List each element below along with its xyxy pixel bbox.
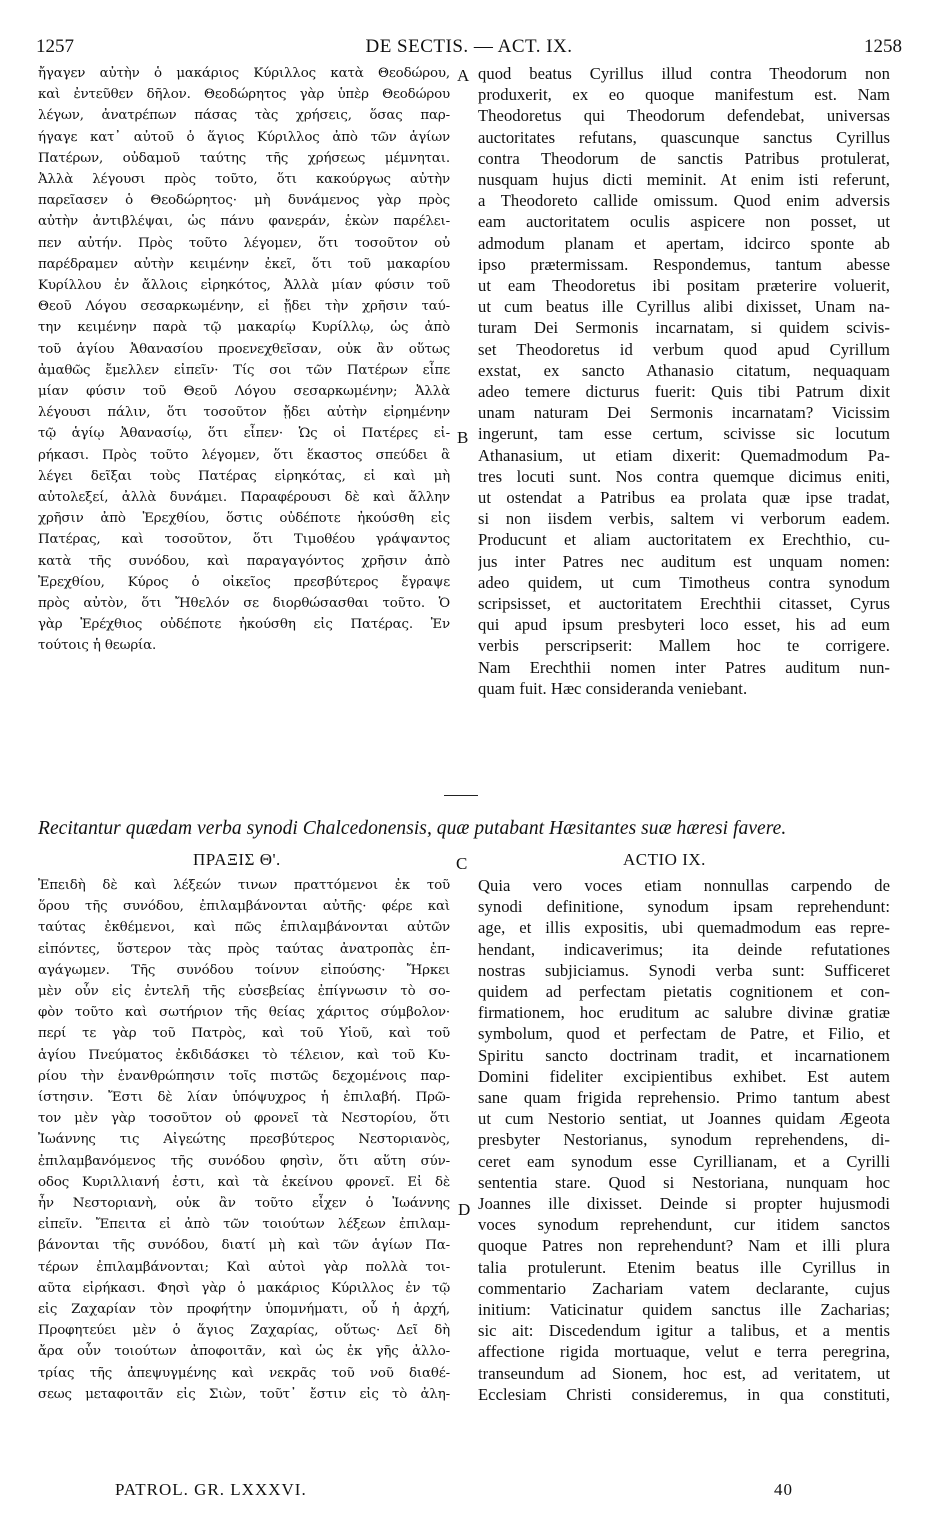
text-line: Θεοῦ Λόγου σεσαρκωμένην, εἰ ᾔδει τὴν χρῆσιν ταύ- — [38, 299, 450, 315]
text-line: Joannes ille dixisset. Deinde si propter hujusmodi — [478, 1194, 890, 1214]
text-line: talia protulerunt. Etenim beatus ille Cyrillus in — [478, 1257, 890, 1277]
text-line: hendant, indicaverimus; ita deinde refutationes — [478, 939, 890, 959]
text-line: Ἐρεχθίου, Κύρος ὁ οἰκεῖος πρεσβύτερος ἔγραψε — [38, 574, 450, 590]
text-line: βάνονται τῆς συνόδου, διατί μὴ καὶ τῶν ἁγίων Πα- — [38, 1238, 450, 1254]
text-line: Ecclesiam Christi consideremus, in qua constituti, — [478, 1384, 890, 1404]
text-line: ρίου τὴν ἐνανθρώπησιν τοῖς πιστῶς δεχομένοις παρ- — [38, 1068, 450, 1084]
text-line: ingerunt, tam esse certum, scivisse sic locutum — [478, 424, 890, 444]
text-line: Πατέρας, καὶ τοσοῦτον, ὅτι Τιμοθέου γράψαντος — [38, 532, 450, 548]
text-line: Athanasium, ut etiam dixerit: Quemadmodum Pa- — [478, 445, 890, 465]
text-line: set Theodoretus id verbum quod apud Cyrillum — [478, 339, 890, 359]
text-line: την κειμένην παρὰ τῷ μακαρίῳ Κυρίλλῳ, ὡς ἀπὸ — [38, 320, 450, 336]
text-line: χρῆσιν ἀπὸ Ἐρεχθίου, ὅστις οὐδέποτε ἠκούσθη εἰς — [38, 511, 450, 527]
text-line: εἰς Ζαχαρίαν τὸν προφήτην ὑπομνήματι, οὗ ἡ ἀρχή, — [38, 1302, 450, 1318]
text-line: Ἀλλὰ λέγουσι πρὸς τοῦτο, ὅτι κακούργως αὐτὴν — [38, 172, 450, 188]
text-line: nusquam hujus dicti meminit. At enim isti referunt, — [478, 170, 890, 190]
text-line: Theodoretus qui Theodorum defendebat, universas — [478, 106, 890, 126]
text-line: firmationem, hoc eruditum ac salubre divinæ gratiæ — [478, 1003, 890, 1023]
text-line: αὐτολεξεί, ἀλλὰ δυνάμει. Παραφέρουσι δὲ καὶ ἄλλην — [38, 490, 450, 506]
text-line: Producunt et aliam auctoritatem ex Erechthio, cu- — [478, 530, 890, 550]
text-line: adeo temere dicturus fuerit: Quis tibi Patrum dixit — [478, 382, 890, 402]
section-title-part-1: Recitantur quædam verba synodi Chalcedonensis, — [38, 818, 437, 839]
text-line: ut ostendat a Patribus ea prolata quæ ipse tradat, — [478, 488, 890, 508]
text-line: κατὰ τῆς συνόδου, καὶ παραγαγόντος χρῆσιν ἀπὸ — [38, 553, 450, 569]
text-line: produxerit, ex eo quoque manifestum est. Nam — [478, 85, 890, 105]
page-number-right: 1258 — [864, 36, 902, 57]
text-line: symbolum, quod et perfectam de Patre, et Filio, et — [478, 1024, 890, 1044]
text-line: transeundum ad Sionem, hoc est, ad veritatem, ut — [478, 1363, 890, 1383]
latin-column-bottom — [478, 875, 890, 1405]
text-line: affectione rigida mortuaque, velut e terra peregrina, — [478, 1342, 890, 1362]
text-line: verbis perscripserit: Mallem hoc te corrigere. — [478, 636, 890, 656]
margin-marker-a: A — [457, 66, 470, 85]
section-title — [38, 818, 890, 840]
text-line: qui apud ipsum presbyteri loco esset, his ad eum — [478, 615, 890, 635]
text-line: τοῦ ἁγίου Ἀθανασίου προενεχθεῖσαν, οὐκ ἂν οὕτως — [38, 341, 450, 357]
text-line: turam Dei Sermonis incarnatam, si quidem scivis- — [478, 318, 890, 338]
text-line: age, et illis expositis, ubi quemadmodum eas repre- — [478, 918, 890, 938]
text-line: jus inter Patres nec auditum est unquam nomen: — [478, 551, 890, 571]
text-line: πρὸς αὐτὸν, ὅτι Ἤθελόν σε διορθώσασθαι τοῦτο. Ὁ — [38, 596, 450, 612]
text-line: αῦτα εἰρήκασι. Φησὶ γὰρ ὁ μακάριος Κύριλλος ἐν τῷ — [38, 1280, 450, 1296]
running-title: DE SECTIS. — ACT. IX. — [365, 36, 573, 57]
text-line: Nam Erechthii nomen inter Patres auditum nun- — [478, 657, 890, 677]
text-line: οδος Κυριλλιανή ἐστι, καὶ τὰ ἐκείνου φρονεῖ. Εἰ δὲ — [38, 1174, 450, 1190]
text-line: tres locuti sunt. Nos contra quemque dicimus eniti, — [478, 466, 890, 486]
greek-column-bottom — [38, 875, 450, 1405]
greek-section-heading: ΠΡΑΞΙΣ Θ'. — [193, 850, 281, 869]
text-line: adeo quidem, ut cum Timotheus contra synodum — [478, 572, 890, 592]
text-line: scripsisset, et auctoritatem Erechthii citasset, Cyrus — [478, 594, 890, 614]
text-line: πεν αὐτήν. Πρὸς τοῦτο λέγομεν, ὅτι τοσοῦτον οὐ — [38, 235, 450, 251]
text-line: ταύτας ἐκθέμενοι, καὶ πῶς ἐπιλαμβάνονται αὐτῶν — [38, 920, 450, 936]
running-header — [36, 36, 902, 60]
text-line: παρέδραμεν αὐτὴν κειμένην ἐκεῖ, ὅτι τοῦ μακαρίου — [38, 256, 450, 272]
text-line: τον μὲν γὰρ τοσοῦτον οὐ φρονεῖ τὰ Νεστορίου, ὅτι — [38, 1111, 450, 1127]
text-line: τέρων ἐπιλαμβάνονται; Καὶ αὐτοὶ γὰρ πολλὰ τοι- — [38, 1259, 450, 1275]
text-line: quod beatus Cyrillus illud contra Theodorum non — [478, 64, 890, 83]
margin-marker-b: B — [457, 428, 469, 447]
margin-marker-d: D — [458, 1200, 471, 1219]
text-line: si non iisdem verbis, saltem vi verborum eadem. — [478, 509, 890, 529]
text-line: a Theodoreto callide omissum. Quod enim adversis — [478, 191, 890, 211]
text-line: ἄρα οὖν τοιούτων ἀποφοιτᾶν, καὶ ὡς ἐκ γῆς ἀλλο- — [38, 1344, 450, 1360]
text-line: quoque Patres non reprehendunt? Nam et illi plura — [478, 1236, 890, 1256]
greek-column-top — [38, 63, 450, 657]
text-line: γὰρ Ἐρέχθιος οὐδέποτε ἠκούσθη εἰς Πατέρας. Ἐν — [38, 617, 450, 633]
text-line: ὅρου τῆς συνόδου, ἐπιλαμβάνονται αὐτῆς· φέρε καὶ — [38, 899, 450, 915]
text-line: quam fuit. Hæc consideranda veniebant. — [478, 678, 748, 698]
text-line: αὐτὴν ἀντιβλέψαι, ὡς πάνυ φανεράν, ἑκὼν παρέλει- — [38, 214, 450, 230]
text-line: Ἰωάννης τις Αἰγεώτης πρεσβύτερος Νεστοριανὸς, — [38, 1132, 450, 1148]
text-line: voces synodum reprehendunt, cur itidem sanctos — [478, 1215, 890, 1235]
section-title-part-2: quæ putabant Hæsitantes suæ hæresi favere. — [436, 818, 787, 839]
text-line: λέγουσι πάλιν, ὅτι τοσοῦτον ᾔδει αὐτὴν εἰρημένην — [38, 405, 450, 421]
text-line: quidem ad perfectam pietatis cognitionem et con- — [478, 982, 890, 1002]
page-number-left: 1257 — [36, 36, 74, 57]
text-line: Quia vero voces etiam nonnullas carpendo de — [478, 876, 890, 895]
text-line: τρίας τῆς ἀπεψυγμένης καὶ νεκρᾶς τοῦ νοῦ διαθέ- — [38, 1365, 450, 1381]
text-line: ipso prætermissam. Respondemus, tantum abesse — [478, 254, 890, 274]
text-line: sane quam frigida reprehensio. Primo tantum abest — [478, 1088, 890, 1108]
text-line: αγάγωμεν. Τῆς συνόδου τοίνυν εἰπούσης· Ἤρκει — [38, 962, 450, 978]
text-line: καὶ ἐντεῦθεν δῆλον. Θεοδώρητος γὰρ ὑπὲρ Θεοδώρου — [38, 87, 450, 103]
text-line: exstat, ex sancto Athanasio citatum, nequaquam — [478, 360, 890, 380]
text-line: ίστησιν. Ἔστι δὲ λίαν ὑπόψυχρος ἡ ἐπιλαβή. Πρῶ- — [38, 1090, 450, 1106]
text-line: ἤγαγεν αὐτὴν ὁ μακάριος Κύριλλος κατὰ Θεοδώρου, — [38, 66, 450, 81]
text-line: ἁγίου Πνεύματος ἐκδιδάσκει τὸ τέλειον, καὶ τοῦ Κυ- — [38, 1047, 450, 1063]
text-line: Ἐπειδὴ δὲ καὶ λέξεών τινων πραττόμενοι ἐκ τοῦ — [38, 878, 450, 893]
text-line: ut cum Nestorio sentiat, ut Joannes quidam Ægeota — [478, 1109, 890, 1129]
text-line: admodum planam et apertam, idcirco sponte ab — [478, 233, 890, 253]
latin-section-heading: ACTIO IX. — [623, 850, 706, 869]
text-line: ut eam Theodoretus ibi positam præterire voluerit, — [478, 276, 890, 296]
text-line: λέγει δεῖξαι τοὺς Πατέρας εἰρηκότας, εἰ καὶ μὴ — [38, 468, 450, 484]
text-line: περί τε γὰρ τοῦ Πατρὸς, καὶ τοῦ Υἱοῦ, καὶ τοῦ — [38, 1026, 450, 1042]
text-line: ἀμαθῶς ἔμελλεν εἰπεῖν· Τίς σοι τῶν Πατέρων εἶπε — [38, 362, 450, 378]
text-line: initium: Vaticinatur quidem sanctus ille Zacharias; — [478, 1300, 890, 1320]
text-line: Πατέρων, οὐδαμοῦ ταύτης τῆς χρήσεως μέμνηται. — [38, 150, 450, 166]
text-line: Προφητεύει μὲν ὁ ἅγιος Ζαχαρίας, οὕτως· Δεῖ δὴ — [38, 1323, 450, 1339]
text-line: Spiritu sancto doctrinam tradit, et incarnationem — [478, 1045, 890, 1065]
footer-signature: 40 — [774, 1480, 793, 1499]
text-line: σεως μεταφοιτᾶν εἰς Σιὼν, τοῦτ᾽ ἔστιν εἰς τὸ ἀλη- — [38, 1386, 450, 1402]
text-line: λέγων, ἀνατρέπων πάσας τὰς χρήσεις, ὅσας παρ- — [38, 108, 450, 124]
text-line: ceret eam synodum esse Cyrillianam, et a Cyrilli — [478, 1151, 890, 1171]
text-line: φὸν τοῦτο καὶ σωτήριον τῆς θείας χάριτος σύμβολον· — [38, 1005, 450, 1021]
text-line: commentario Zachariam vatem declarante, cujus — [478, 1278, 890, 1298]
text-line: τούτοις ἡ θεωρία. — [38, 638, 157, 654]
margin-marker-c: C — [456, 854, 468, 873]
text-line: sententia stare. Quod si Nestoriana, nunquam hoc — [478, 1172, 890, 1192]
text-line: Domini fideliter excipientibus exhibet. Est autem — [478, 1066, 890, 1086]
section-divider — [444, 795, 478, 796]
text-line: τῷ ἁγίῳ Ἀθανασίῳ, ὅτι εἶπεν· Ὡς οἱ Πατέρες εἰ- — [38, 426, 450, 442]
text-line: unam naturam Dei Sermonis incarnatam? Vicissim — [478, 403, 890, 423]
text-line: presbyter Nestorianus, synodum reprehendens, di- — [478, 1130, 890, 1150]
text-line: Κυρίλλου ἐν ἄλλοις εἰρηκότος, Ἀλλὰ μίαν φύσιν τοῦ — [38, 278, 450, 294]
text-line: μίαν φύσιν τοῦ Θεοῦ Λόγου σεσαρκωμένην; Ἀλλὰ — [38, 384, 450, 400]
text-line: nostras subjiciamus. Synodi verba sunt: Sufficeret — [478, 960, 890, 980]
latin-column-top — [478, 63, 890, 699]
text-line: εἰπόντες, ὕστερον τὰς πρὸς ταύτας ἀνατροπὰς ἐπ- — [38, 941, 450, 957]
text-line: sic ait: Discedendum igitur a talibus, et a mentis — [478, 1321, 890, 1341]
text-line: ρήκασι. Πρὸς τοῦτο λέγομεν, ὅτι ἕκαστος σπεύδει ἃ — [38, 447, 450, 463]
text-line: εἰπεῖν. Ἔπειτα εἰ ἀπὸ τῶν τοιούτων λέξεων ἐπιλαμ- — [38, 1217, 450, 1233]
text-line: ήγαγε κατ᾽ αὐτοῦ ὁ ἅγιος Κύριλλος ἀπὸ τῶν ἁγίων — [38, 129, 450, 145]
text-line: ἐπιλαμβανόμενος τῆς συνόδου φησὶν, ὅτι αὕτη σύν- — [38, 1153, 450, 1169]
text-line: μὲν οὖν εἰς ἐντελῆ τῆς εὐσεβείας ἐπίγνωσιν τὸ σο- — [38, 984, 450, 1000]
text-line: auctoritates refutans, quascunque sanctus Cyrillus — [478, 127, 890, 147]
text-line: eam auctoritatem oculis aspicere non posset, ut — [478, 212, 890, 232]
text-line: synodi definitione, synodum ipsam reprehendunt: — [478, 897, 890, 917]
text-line: παρεῖασεν ὁ Θεοδώρητος· μὴ δυνάμενος γὰρ πρὸς — [38, 193, 450, 209]
text-line: ἦν Νεστοριανὴ, οὐκ ἂν τοῦτο εἶχεν ὁ Ἰωάννης — [38, 1196, 450, 1212]
text-line: contra Theodorum de sanctis Patribus protulerat, — [478, 148, 890, 168]
footer-series: PATROL. GR. LXXXVI. — [115, 1480, 307, 1499]
text-line: ut cum beatus ille Cyrillus alibi dixisset, Unam na- — [478, 297, 890, 317]
